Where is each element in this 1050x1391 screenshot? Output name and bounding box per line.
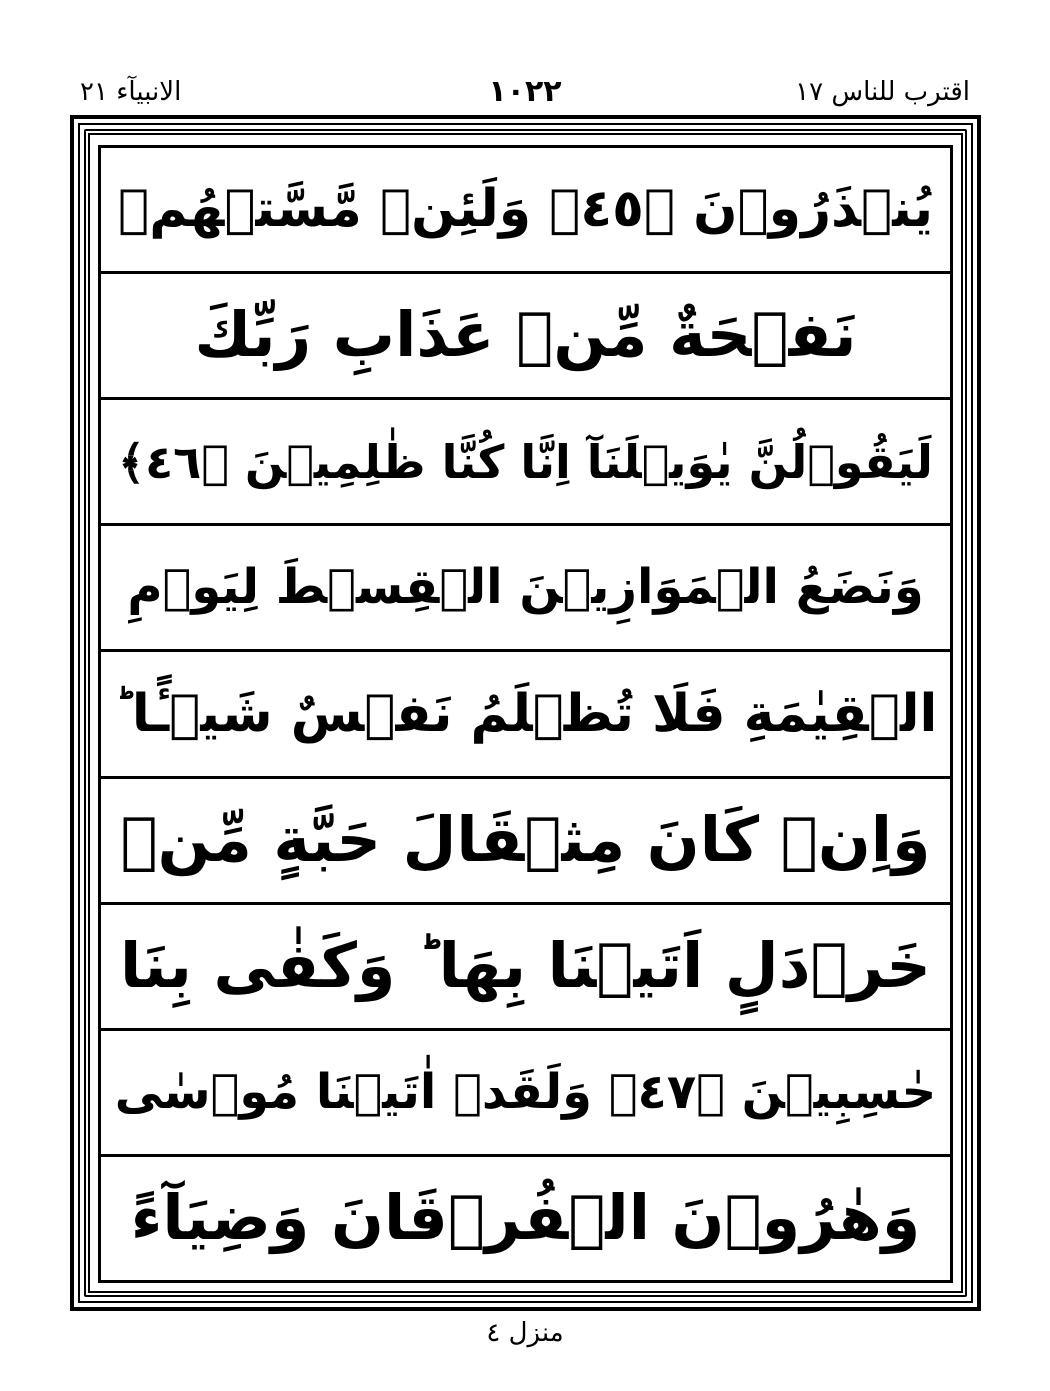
page-number: ١٠٢٢: [488, 74, 562, 109]
text-line: [101, 148, 950, 274]
line-text: لَيَقُوۡلُنَّ يٰوَيۡلَنَآ اِنَّا كُنَّا ظٰلِمِيۡنَ ﴿٤٦﴾: [118, 434, 933, 489]
text-line: [101, 526, 950, 652]
text-line: [101, 652, 950, 778]
text-line: [101, 400, 950, 526]
text-line: [101, 905, 950, 1031]
surah-name: الانبیآء ٢١: [80, 77, 182, 107]
juz-name: اقترب للناس ١٧: [795, 77, 970, 107]
text-line: [101, 1031, 950, 1157]
line-text: وَاِنۡ كَانَ مِثۡقَالَ حَبَّةٍ مِّنۡ: [120, 802, 931, 876]
line-text: الۡقِيٰمَةِ فَلَا تُظۡلَمُ نَفۡسٌ شَيۡـًٔا ؕ: [113, 683, 938, 744]
line-text: خَرۡدَلٍ اَتَيۡنَا بِهَا ؕ وَكَفٰى بِنَا: [120, 928, 931, 1002]
text-block: [98, 145, 953, 1283]
line-text: وَنَضَعُ الۡمَوَازِيۡنَ الۡقِسۡطَ لِيَوۡمِ: [127, 559, 924, 616]
line-text: وَهٰرُوۡنَ الۡفُرۡقَانَ وَضِيَآءً: [130, 1181, 921, 1255]
line-text: حٰسِبِيۡنَ ﴿٤٧﴾ وَلَقَدۡ اٰتَيۡنَا مُوۡسٰى: [114, 1063, 937, 1120]
manzil-label: منزل ٤: [486, 1318, 564, 1348]
line-text: نَفۡحَةٌ مِّنۡ عَذَابِ رَبِّكَ: [194, 298, 857, 372]
text-line: [101, 779, 950, 905]
text-line: [101, 1157, 950, 1280]
page-header: [80, 70, 970, 114]
page-frame: [70, 115, 981, 1311]
text-line: [101, 274, 950, 400]
line-text: يُنۡذَرُوۡنَ ﴿٤٥﴾ وَلَئِنۡ مَّسَّتۡهُمۡ: [118, 179, 933, 240]
